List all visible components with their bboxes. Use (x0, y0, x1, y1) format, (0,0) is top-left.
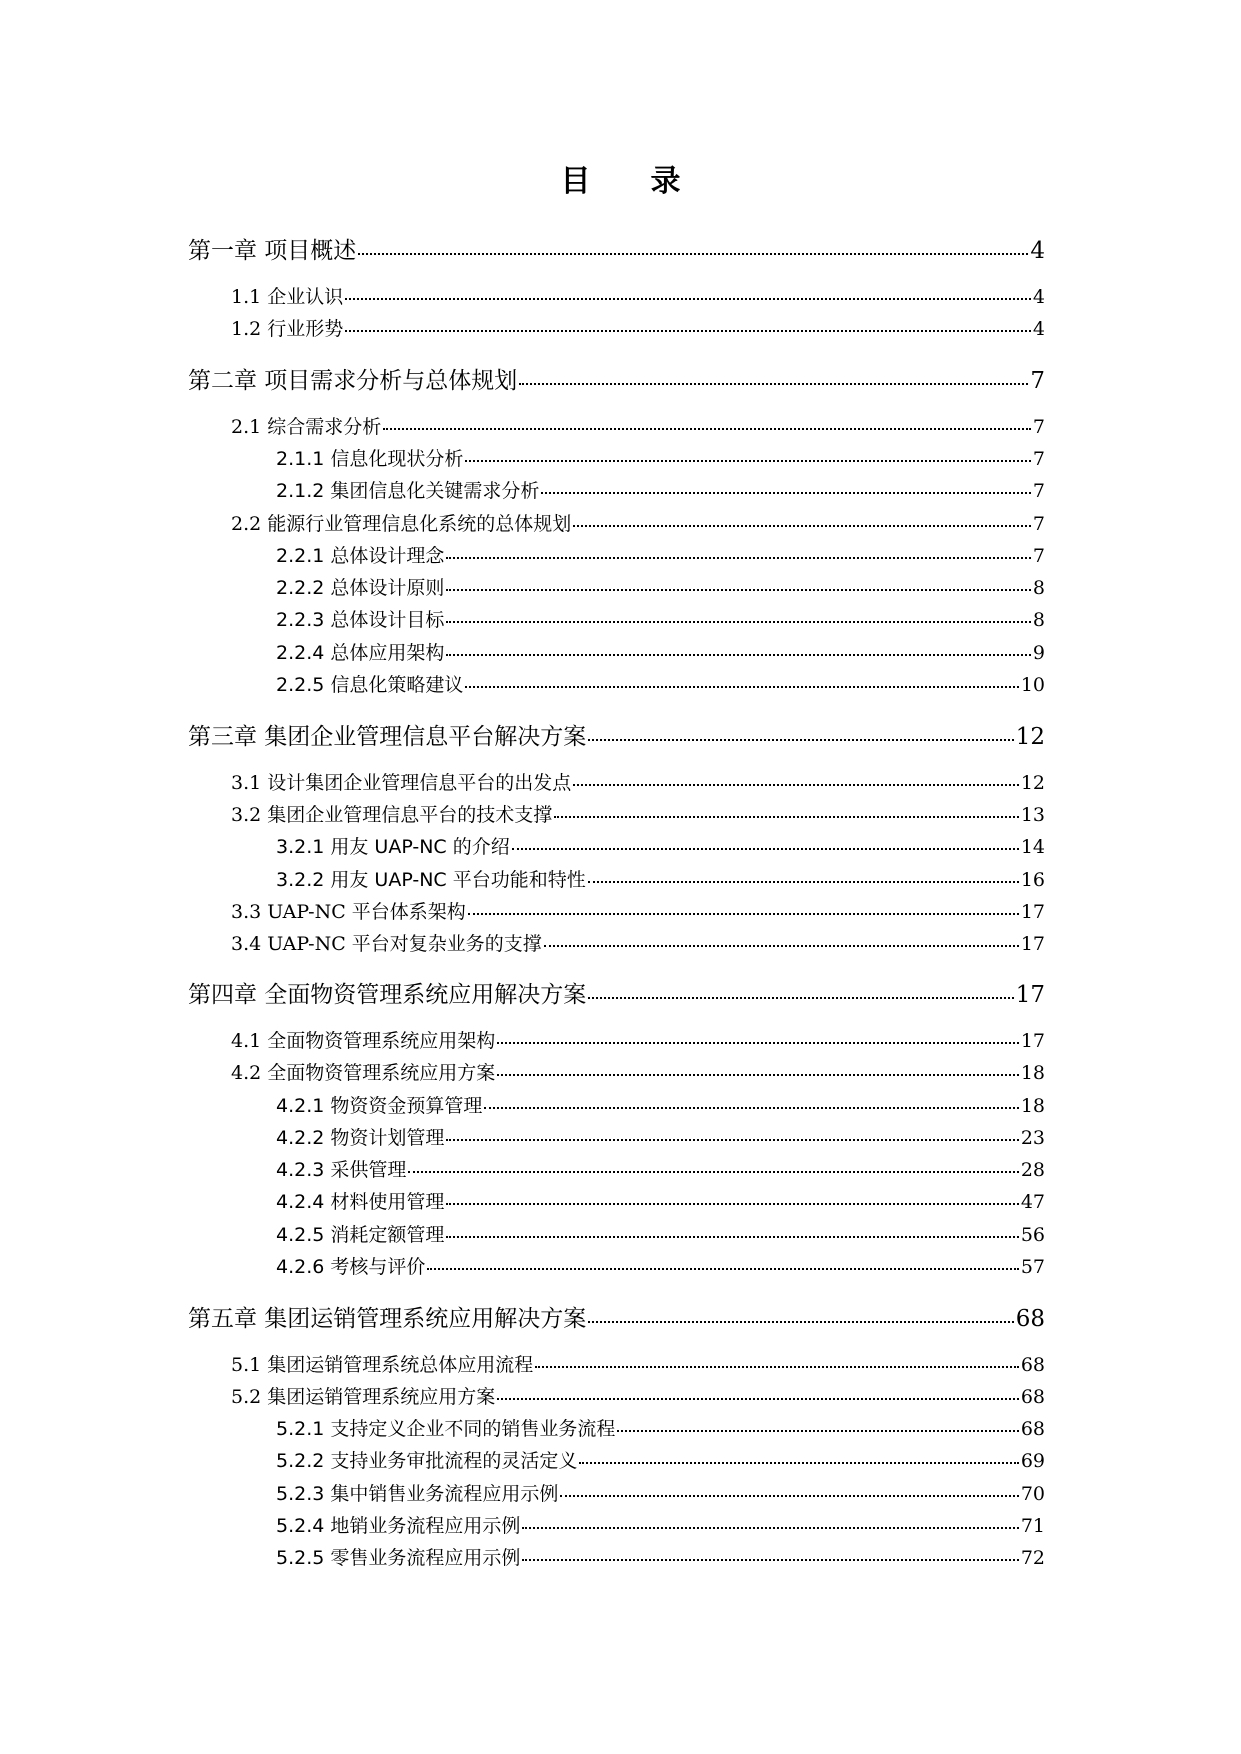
toc-page-number: 12 (1015, 724, 1045, 750)
toc-entry-chapter-4 (188, 976, 1045, 1009)
toc-leader-dots (358, 235, 1028, 258)
toc-leader-dots (544, 931, 1019, 950)
toc-leader-dots (497, 1384, 1019, 1403)
toc-entry-2-2-3 (276, 605, 1045, 632)
toc-entry-1-1 (231, 282, 1045, 309)
toc-entry-text: 3.2.2 用友 UAP-NC 平台功能和特性 (276, 869, 586, 891)
toc-entry-3-2 (231, 800, 1045, 827)
toc-entry-text: 第五章 集团运销管理系统应用解决方案 (188, 1306, 587, 1332)
toc-entry-text: 5.2 集团运销管理系统应用方案 (231, 1386, 496, 1408)
toc-page-number: 23 (1020, 1127, 1045, 1149)
toc-page-number: 68 (1020, 1354, 1045, 1376)
toc-leader-dots (465, 446, 1031, 465)
toc-page-number: 28 (1020, 1159, 1045, 1181)
toc-page-number: 57 (1020, 1256, 1045, 1278)
toc-entry-2-2-4 (276, 638, 1045, 665)
toc-page-number: 68 (1020, 1418, 1045, 1440)
toc-entry-text: 2.1 综合需求分析 (231, 416, 382, 438)
toc-entry-5-1 (231, 1350, 1045, 1377)
toc-page-number: 70 (1020, 1483, 1045, 1505)
toc-leader-dots (468, 899, 1019, 918)
toc-page-number: 7 (1032, 480, 1045, 502)
toc-leader-dots (408, 1157, 1018, 1176)
toc-page-number: 13 (1020, 804, 1045, 826)
toc-entry-text: 2.2.5 信息化策略建议 (276, 674, 464, 696)
toc-entry-chapter-1 (188, 232, 1045, 265)
toc-entry-text: 第三章 集团企业管理信息平台解决方案 (188, 724, 587, 750)
toc-entry-3-3 (231, 897, 1045, 924)
toc-entry-text: 2.2.3 总体设计目标 (276, 609, 445, 631)
toc-entry-text: 第二章 项目需求分析与总体规划 (188, 368, 518, 394)
toc-page-number: 69 (1020, 1450, 1045, 1472)
toc-entry-text: 5.1 集团运销管理系统总体应用流程 (231, 1354, 534, 1376)
toc-page-number: 4 (1032, 318, 1045, 340)
toc-page-number: 71 (1020, 1515, 1045, 1537)
toc-entry-2-2-1 (276, 541, 1045, 568)
toc-entry-chapter-3 (188, 718, 1045, 751)
toc-entry-text: 4.2.1 物资资金预算管理 (276, 1095, 483, 1117)
toc-entry-5-2-2 (276, 1446, 1045, 1473)
toc-leader-dots (484, 1093, 1018, 1112)
toc-page-number: 4 (1030, 238, 1045, 264)
toc-entry-3-4 (231, 929, 1045, 956)
toc-leader-dots (617, 1416, 1018, 1435)
toc-page-number: 7 (1032, 416, 1045, 438)
toc-leader-dots (588, 1303, 1013, 1326)
toc-page-number: 7 (1030, 368, 1045, 394)
toc-entry-4-2-1 (276, 1091, 1045, 1118)
toc-entry-text: 5.2.3 集中销售业务流程应用示例 (276, 1483, 559, 1505)
toc-page-number: 18 (1020, 1095, 1045, 1117)
toc-leader-dots (446, 1125, 1018, 1144)
toc-leader-dots (522, 1513, 1018, 1532)
toc-leader-dots (446, 575, 1031, 594)
toc-entry-text: 1.1 企业认识 (231, 286, 344, 308)
toc-entry-4-2-4 (276, 1187, 1045, 1214)
toc-leader-dots (554, 802, 1019, 821)
toc-page-number: 68 (1020, 1386, 1045, 1408)
toc-entry-text: 第四章 全面物资管理系统应用解决方案 (188, 982, 587, 1008)
toc-entry-text: 2.2.2 总体设计原则 (276, 577, 445, 599)
toc-entry-2-2-5 (276, 670, 1045, 697)
toc-entry-text: 4.1 全面物资管理系统应用架构 (231, 1030, 496, 1052)
toc-page-number: 9 (1032, 642, 1045, 664)
toc-page-number: 68 (1015, 1306, 1045, 1332)
toc-entry-3-1 (231, 768, 1045, 795)
toc-leader-dots (588, 867, 1019, 886)
toc-leader-dots (573, 511, 1031, 530)
toc-entry-text: 4.2.4 材料使用管理 (276, 1191, 445, 1213)
toc-leader-dots (588, 721, 1013, 744)
toc-entry-text: 1.2 行业形势 (231, 318, 344, 340)
toc-entry-text: 2.2 能源行业管理信息化系统的总体规划 (231, 513, 572, 535)
toc-leader-dots (427, 1254, 1018, 1273)
toc-entry-4-2-3 (276, 1155, 1045, 1182)
toc-page-number: 4 (1032, 286, 1045, 308)
toc-entry-text: 5.2.4 地销业务流程应用示例 (276, 1515, 521, 1537)
toc-entry-5-2-1 (276, 1414, 1045, 1441)
toc-entry-text: 3.1 设计集团企业管理信息平台的出发点 (231, 772, 572, 794)
toc-entry-chapter-5 (188, 1300, 1045, 1333)
toc-entry-text: 5.2.5 零售业务流程应用示例 (276, 1547, 521, 1569)
toc-leader-dots (535, 1352, 1019, 1371)
toc-leader-dots (465, 672, 1018, 691)
toc-page-number: 8 (1032, 577, 1045, 599)
toc-leader-dots (579, 1448, 1018, 1467)
toc-entry-text: 5.2.2 支持业务审批流程的灵活定义 (276, 1450, 578, 1472)
toc-entry-4-2-6 (276, 1252, 1045, 1279)
toc-page-number: 16 (1020, 869, 1045, 891)
toc-entry-text: 3.3 UAP-NC 平台体系架构 (231, 901, 466, 923)
toc-leader-dots (383, 414, 1031, 433)
toc-leader-dots (446, 543, 1031, 562)
toc-leader-dots (522, 1545, 1018, 1564)
toc-leader-dots (588, 979, 1013, 1002)
toc-entry-text: 2.2.1 总体设计理念 (276, 545, 445, 567)
toc-entry-3-2-2 (276, 865, 1045, 892)
toc-entry-5-2 (231, 1382, 1045, 1409)
toc-entry-text: 2.1.1 信息化现状分析 (276, 448, 464, 470)
toc-leader-dots (519, 365, 1028, 388)
toc-entry-2-2-2 (276, 573, 1045, 600)
toc-page-number: 17 (1020, 933, 1045, 955)
toc-entry-5-2-3 (276, 1479, 1045, 1506)
toc-entry-1-2 (231, 314, 1045, 341)
toc-entry-4-1 (231, 1026, 1045, 1053)
toc-leader-dots (512, 834, 1019, 853)
toc-page-number: 12 (1020, 772, 1045, 794)
toc-leader-dots (446, 1189, 1018, 1208)
toc-entry-2-2 (231, 509, 1045, 536)
toc-entry-text: 第一章 项目概述 (188, 238, 357, 264)
toc-entry-text: 3.2.1 用友 UAP-NC 的介绍 (276, 836, 510, 858)
toc-page-number: 72 (1020, 1547, 1045, 1569)
toc-leader-dots (446, 607, 1031, 626)
toc-entry-text: 3.2 集团企业管理信息平台的技术支撑 (231, 804, 553, 826)
toc-leader-dots (345, 316, 1031, 335)
toc-page-number: 7 (1032, 448, 1045, 470)
toc-entry-2-1 (231, 412, 1045, 439)
page-title: 目 录 (560, 164, 681, 199)
toc-entry-5-2-4 (276, 1511, 1045, 1538)
toc-page-number: 10 (1020, 674, 1045, 696)
toc-leader-dots (446, 640, 1031, 659)
toc-entry-4-2 (231, 1058, 1045, 1085)
toc-page-number: 56 (1020, 1224, 1045, 1246)
toc-page-number: 8 (1032, 609, 1045, 631)
toc-entry-2-1-1 (276, 444, 1045, 471)
toc-entry-text: 4.2.2 物资计划管理 (276, 1127, 445, 1149)
toc-entry-3-2-1 (276, 832, 1045, 859)
toc-page-number: 17 (1020, 1030, 1045, 1052)
toc-entry-text: 2.1.2 集团信息化关键需求分析 (276, 480, 540, 502)
toc-entry-2-1-2 (276, 476, 1045, 503)
toc-leader-dots (497, 1060, 1019, 1079)
toc-entry-5-2-5 (276, 1543, 1045, 1570)
toc-page-number: 17 (1015, 982, 1045, 1008)
toc-leader-dots (345, 284, 1031, 303)
toc-entry-4-2-2 (276, 1123, 1045, 1150)
toc-leader-dots (541, 478, 1031, 497)
toc-leader-dots (446, 1222, 1018, 1241)
toc-leader-dots (497, 1028, 1019, 1047)
toc-entry-text: 2.2.4 总体应用架构 (276, 642, 445, 664)
toc-entry-chapter-2 (188, 362, 1045, 395)
toc-page-number: 47 (1020, 1191, 1045, 1213)
toc-entry-text: 4.2 全面物资管理系统应用方案 (231, 1062, 496, 1084)
toc-page-number: 14 (1020, 836, 1045, 858)
toc-entry-text: 4.2.5 消耗定额管理 (276, 1224, 445, 1246)
toc-leader-dots (560, 1481, 1018, 1500)
toc-entry-text: 5.2.1 支持定义企业不同的销售业务流程 (276, 1418, 616, 1440)
toc-page-number: 7 (1032, 545, 1045, 567)
toc-entry-text: 4.2.6 考核与评价 (276, 1256, 426, 1278)
toc-entry-4-2-5 (276, 1220, 1045, 1247)
toc-page-number: 18 (1020, 1062, 1045, 1084)
toc-entry-text: 3.4 UAP-NC 平台对复杂业务的支撑 (231, 933, 542, 955)
toc-leader-dots (573, 770, 1019, 789)
toc-entry-text: 4.2.3 采供管理 (276, 1159, 407, 1181)
toc-page-number: 17 (1020, 901, 1045, 923)
toc-page-number: 7 (1032, 513, 1045, 535)
